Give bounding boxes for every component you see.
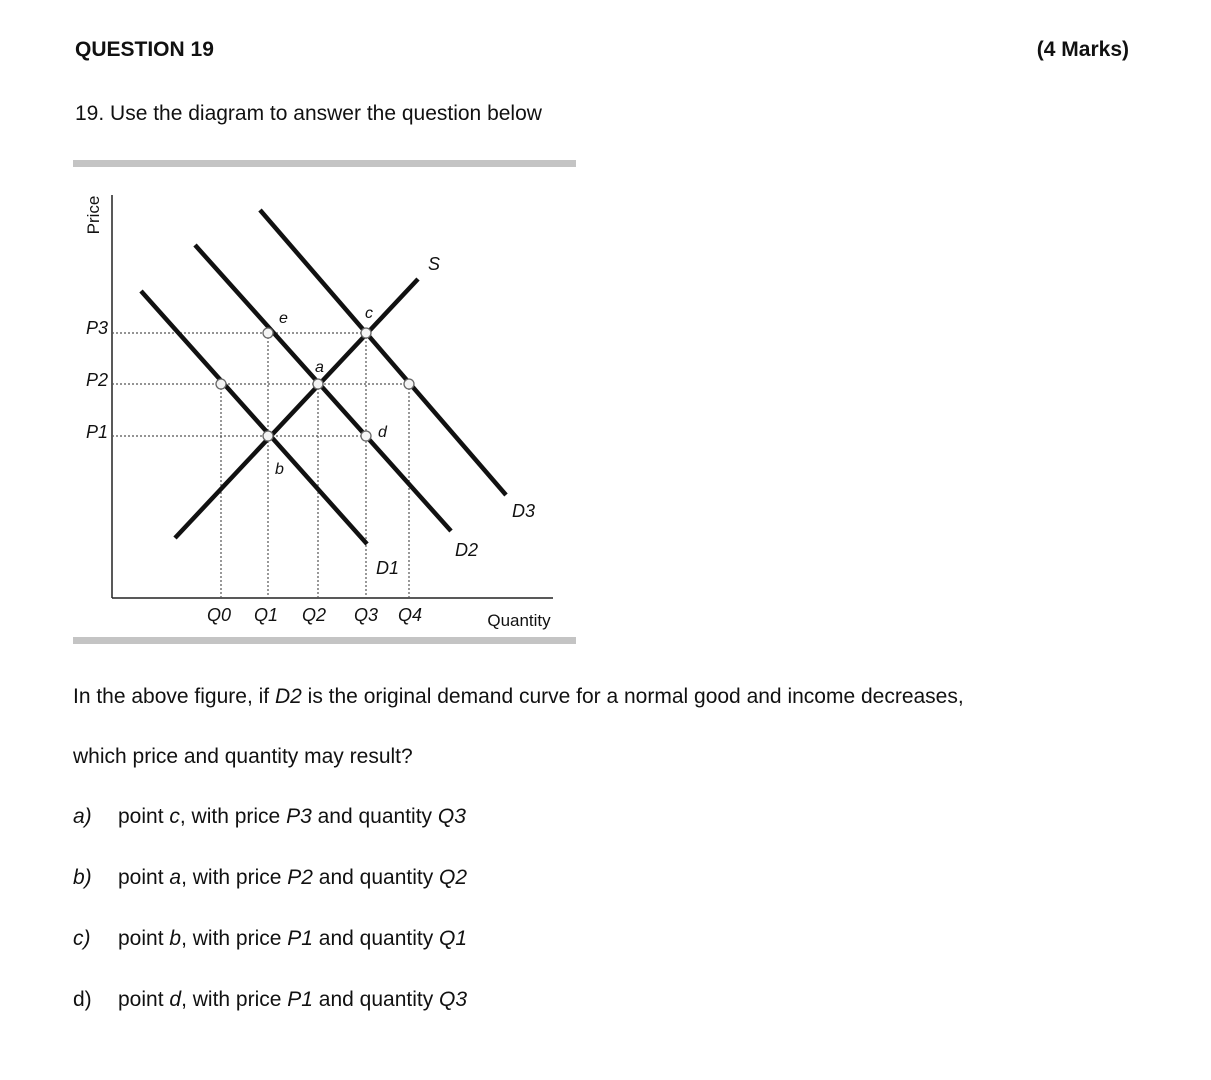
demand-d2-label: D2 xyxy=(455,540,479,560)
point-b-label: b xyxy=(275,461,284,478)
point-a xyxy=(313,379,323,389)
question-title: QUESTION 19 xyxy=(75,38,214,61)
y-axis-label: Price xyxy=(84,195,103,235)
diagram-bottom-bar xyxy=(73,637,576,644)
diagram-top-bar xyxy=(73,160,576,167)
option-letter: b) xyxy=(73,866,92,889)
option-text: point b, with price P1 and quantity Q1 xyxy=(118,927,468,950)
demand-d1-label: D1 xyxy=(376,558,400,578)
point-a-label: a xyxy=(315,359,324,376)
question-stem-line2: which price and quantity may result? xyxy=(73,745,413,768)
point-e xyxy=(263,328,273,338)
price-label-p2: P2 xyxy=(86,370,109,390)
price-label-p3: P3 xyxy=(86,318,109,338)
option-letter: d) xyxy=(73,988,92,1011)
supply-curve xyxy=(175,279,418,538)
quantity-label-q1: Q1 xyxy=(253,605,279,625)
demand-curve-d1 xyxy=(141,291,367,544)
option-text: point c, with price P3 and quantity Q3 xyxy=(118,805,466,828)
option-letter: a) xyxy=(73,805,92,828)
point-d-label: d xyxy=(378,424,387,441)
supply-curve-label: S xyxy=(428,254,441,274)
point-c xyxy=(361,328,371,338)
point-c-label: c xyxy=(365,305,373,322)
question-marks: (4 Marks) xyxy=(1036,38,1129,61)
guide-lines xyxy=(112,333,409,598)
demand-d3-label: D3 xyxy=(512,501,536,521)
point-q4-p2 xyxy=(404,379,414,389)
point-b xyxy=(263,431,273,441)
point-d xyxy=(361,431,371,441)
point-e-label: e xyxy=(279,310,288,327)
quantity-label-q4: Q4 xyxy=(397,605,423,625)
question-intro: 19. Use the diagram to answer the question below xyxy=(75,102,542,125)
option-letter: c) xyxy=(73,927,91,950)
option-text: point d, with price P1 and quantity Q3 xyxy=(118,988,468,1011)
x-axis-label: Quantity xyxy=(487,611,551,630)
option-text: point a, with price P2 and quantity Q2 xyxy=(118,866,468,889)
quantity-label-q3: Q3 xyxy=(353,605,379,625)
point-q0-p2 xyxy=(216,379,226,389)
question-stem-line1: In the above figure, if D2 is the original demand curve for a normal good and income decreases, xyxy=(73,685,964,708)
quantity-label-q2: Q2 xyxy=(301,605,327,625)
price-label-p1: P1 xyxy=(86,422,109,442)
quantity-label-q0: Q0 xyxy=(206,605,232,625)
